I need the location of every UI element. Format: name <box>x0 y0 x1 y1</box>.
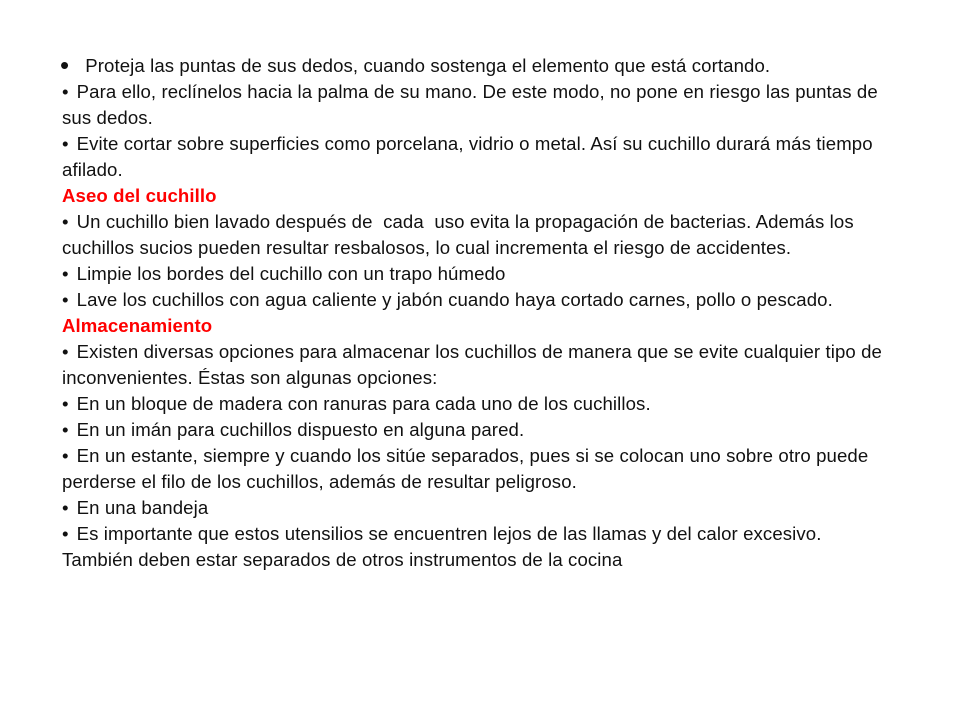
bullet-icon: • <box>62 497 69 518</box>
bullet-item <box>62 131 892 183</box>
bullet-icon: • <box>62 523 69 544</box>
bullet-icon: • <box>62 289 69 310</box>
bullet-item <box>62 339 892 391</box>
bullet-text: En un estante, siempre y cuando los sitúe separados, pues si se colocan uno sobre otro puede perderse el filo de los cuchillos, además de resultar peligroso. <box>62 445 869 492</box>
bullet-item <box>62 443 892 495</box>
bullet-text: En una bandeja <box>76 497 209 518</box>
bullet-text: Es importante que estos utensilios se encuentren lejos de las llamas y del calor excesivo. También deben estar separados de otros instrumentos de la cocina <box>62 523 822 570</box>
bullet-item <box>62 52 892 79</box>
bullet-item <box>62 417 892 443</box>
bullet-item <box>62 391 892 417</box>
bullet-icon: • <box>62 133 69 154</box>
bullet-text: Limpie los bordes del cuchillo con un trapo húmedo <box>76 263 506 284</box>
bullet-text: Un cuchillo bien lavado después de cada uso evita la propagación de bacterias. Además los cuchillos sucios pueden resultar resbalosos, lo cual incrementa el riesgo de accidentes. <box>62 211 860 258</box>
bullet-item <box>62 521 892 573</box>
bullet-item <box>62 79 892 131</box>
bullet-text: Para ello, reclínelos hacia la palma de su mano. De este modo, no pone en riesgo las puntas de sus dedos. <box>62 81 878 128</box>
bullet-icon: • <box>62 393 69 414</box>
bullet-icon: • <box>62 445 69 466</box>
bullet-item <box>62 261 892 287</box>
bullet-icon: • <box>62 341 69 362</box>
bullet-icon: • <box>62 263 69 284</box>
bullet-text: Lave los cuchillos con agua caliente y jabón cuando haya cortado carnes, pollo o pescado. <box>76 289 833 310</box>
bullet-icon: • <box>62 81 69 102</box>
bullet-text: Evite cortar sobre superficies como porcelana, vidrio o metal. Así su cuchillo durará más tiempo afilado. <box>62 133 873 180</box>
bullet-icon: • <box>62 211 69 232</box>
bullet-item <box>62 287 892 313</box>
bullet-icon: • <box>62 419 69 440</box>
section-heading-aseo: Aseo del cuchillo <box>62 185 217 206</box>
bullet-icon: • <box>60 50 70 80</box>
section-heading-almacenamiento: Almacenamiento <box>62 315 213 336</box>
bullet-text: Existen diversas opciones para almacenar los cuchillos de manera que se evite cualquier tipo de inconvenientes. Éstas son algunas opciones: <box>62 341 882 388</box>
bullet-item <box>62 209 892 261</box>
bullet-item <box>62 495 892 521</box>
slide-body <box>62 52 892 573</box>
bullet-text: En un bloque de madera con ranuras para cada uno de los cuchillos. <box>76 393 651 414</box>
bullet-text: En un imán para cuchillos dispuesto en alguna pared. <box>76 419 525 440</box>
bullet-text: Proteja las puntas de sus dedos, cuando sostenga el elemento que está cortando. <box>85 55 771 76</box>
